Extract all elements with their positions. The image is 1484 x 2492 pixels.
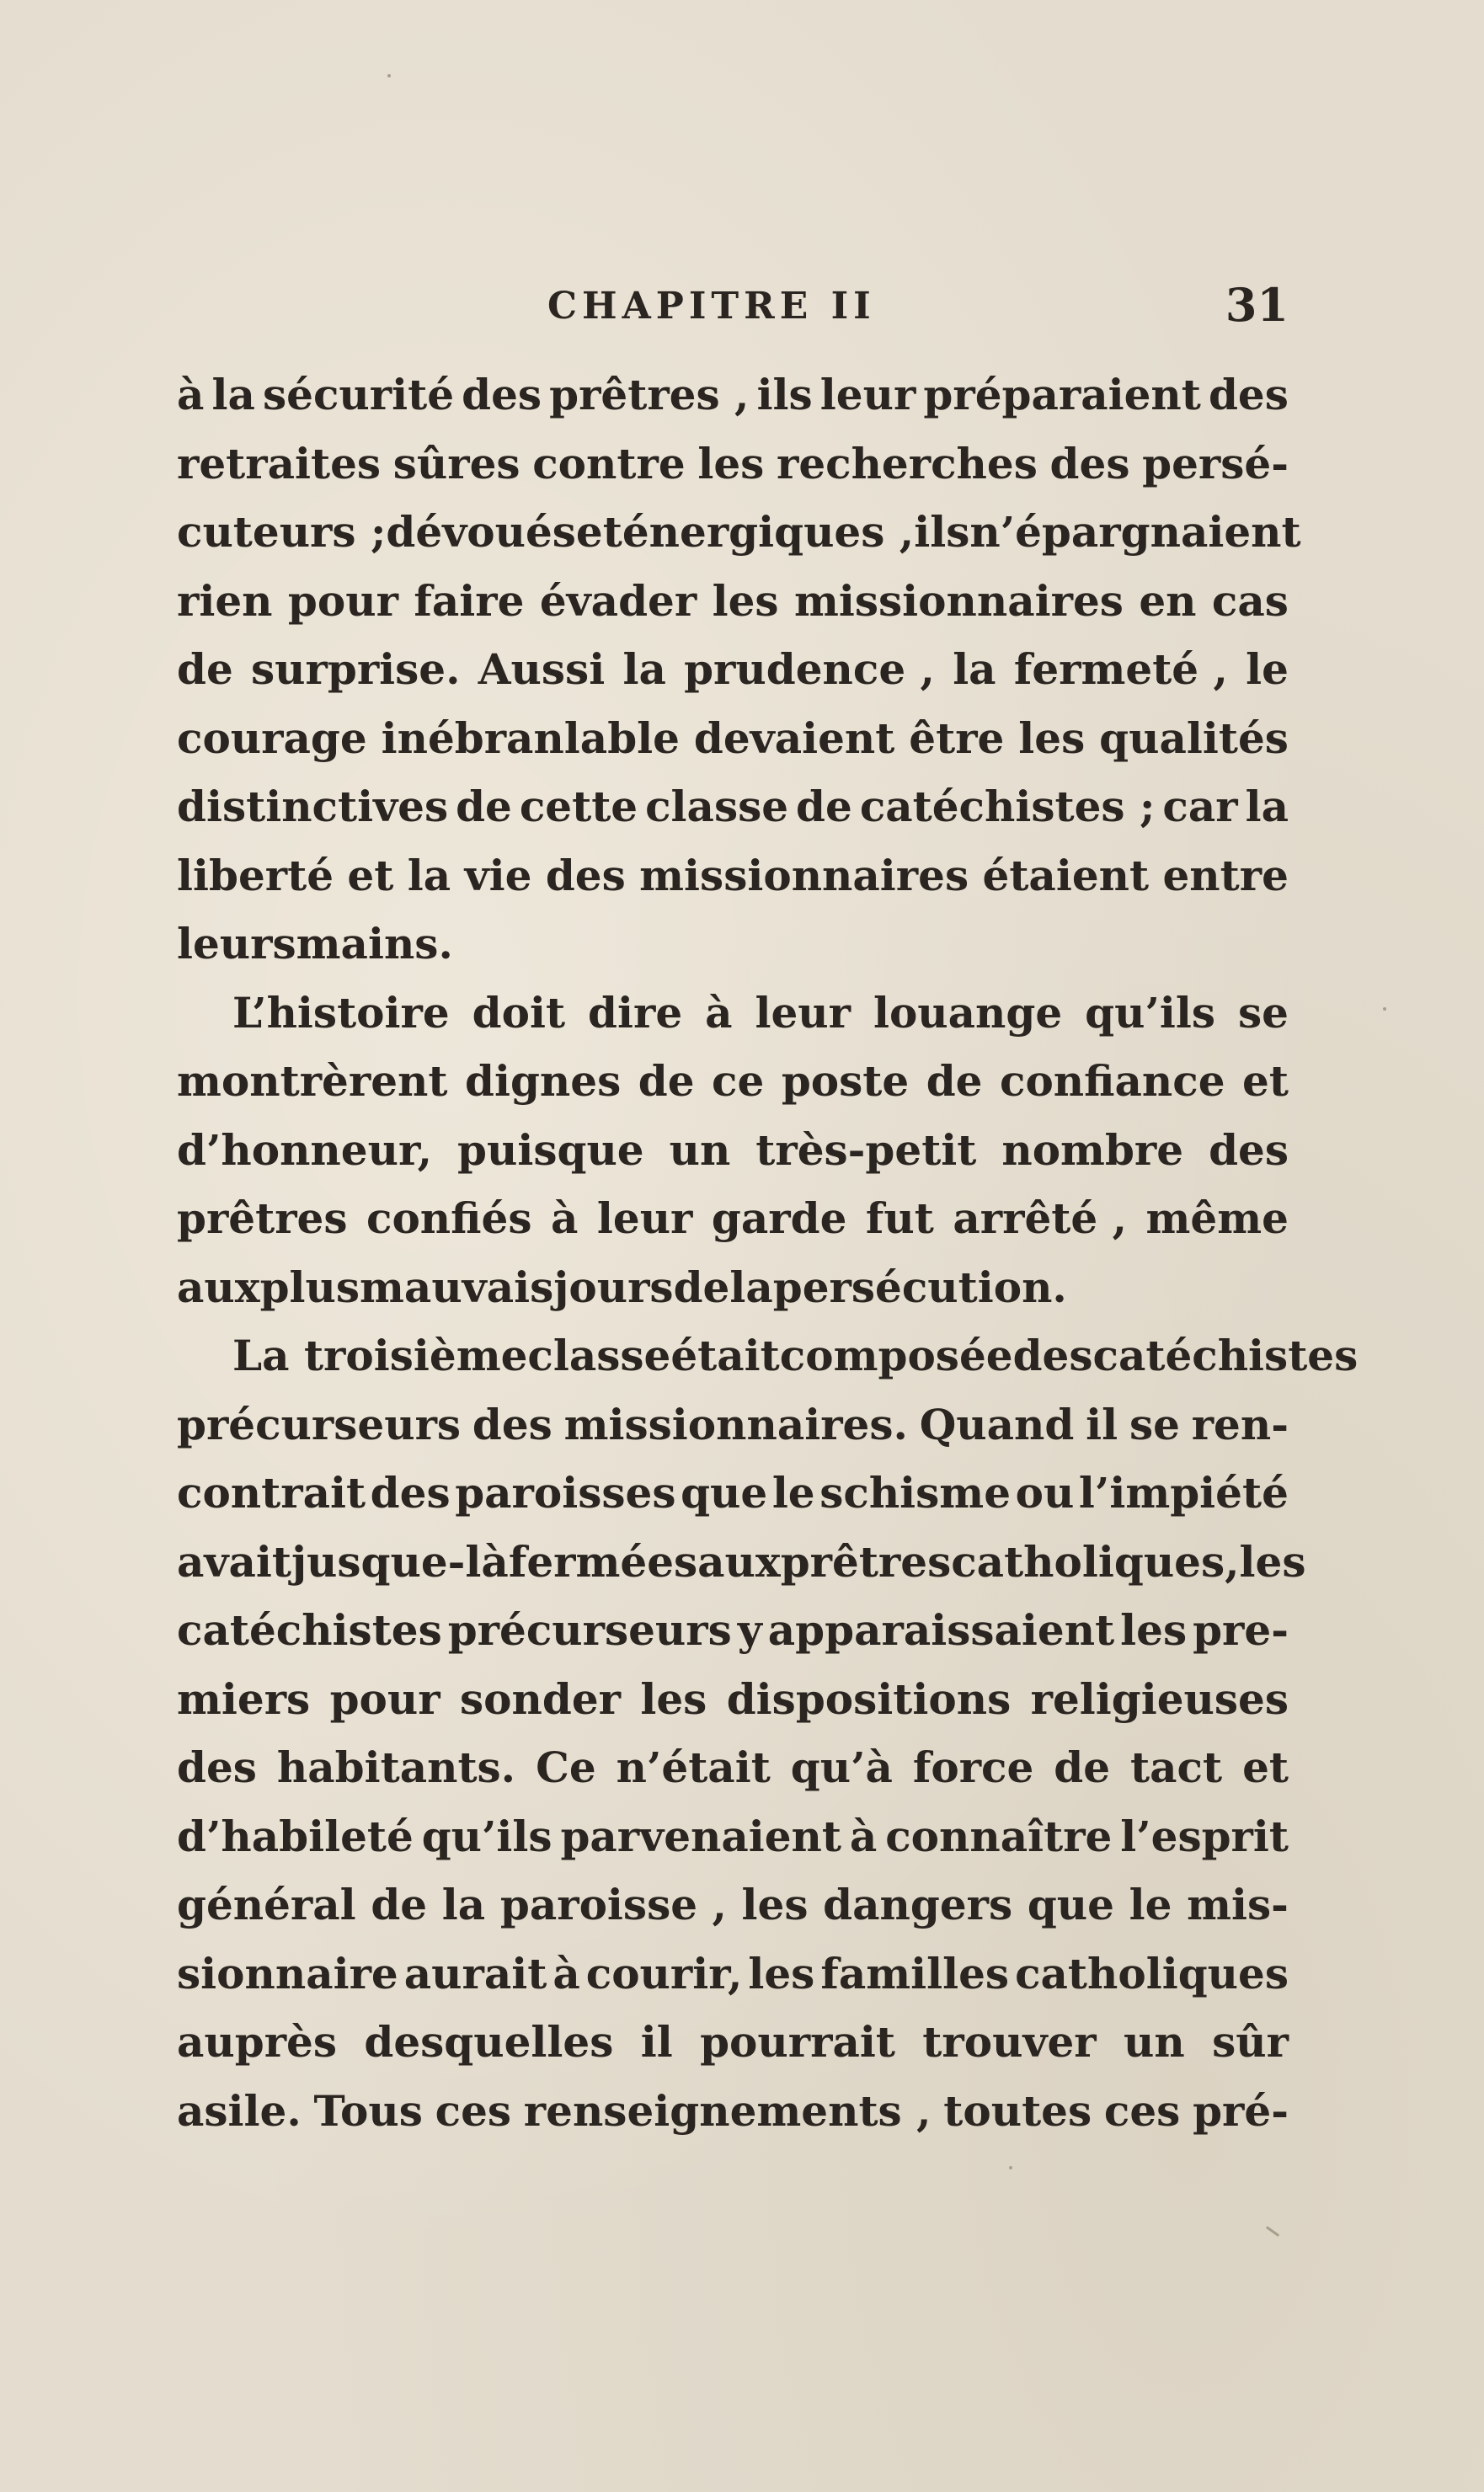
running-head bbox=[177, 278, 1289, 335]
word: les bbox=[640, 1673, 707, 1724]
word: schisme bbox=[819, 1468, 1012, 1518]
word: ce bbox=[712, 1056, 765, 1106]
word: L’histoire bbox=[232, 987, 450, 1038]
word: poste bbox=[781, 1056, 910, 1106]
word: connaître bbox=[885, 1811, 1113, 1861]
word: qualités bbox=[1099, 712, 1289, 763]
word: les bbox=[741, 1880, 809, 1929]
word: d’habileté bbox=[177, 1811, 414, 1861]
word: il bbox=[1086, 1399, 1118, 1449]
word: doit bbox=[472, 987, 566, 1038]
word: un bbox=[669, 1124, 731, 1175]
word: précurseurs bbox=[447, 1605, 732, 1655]
text-line bbox=[177, 1596, 1289, 1665]
word: le bbox=[771, 1468, 815, 1518]
word: auprès bbox=[177, 2017, 338, 2067]
word: mis- bbox=[1187, 1880, 1289, 1929]
text-line bbox=[177, 2077, 1289, 2146]
word: garde bbox=[711, 1193, 847, 1243]
text-line bbox=[177, 704, 1289, 773]
word: paroisses bbox=[455, 1468, 676, 1518]
text-line bbox=[177, 1665, 1289, 1734]
paper-speck bbox=[1383, 1007, 1386, 1011]
word: recherches bbox=[776, 438, 1038, 488]
word: de bbox=[371, 1880, 428, 1929]
word: un bbox=[1124, 2017, 1185, 2067]
word: il bbox=[640, 2017, 673, 2067]
word: que bbox=[1027, 1880, 1114, 1929]
word: n’était bbox=[616, 1742, 771, 1792]
text-line bbox=[177, 841, 1289, 910]
word: de bbox=[796, 782, 852, 831]
word: plus bbox=[259, 1262, 360, 1312]
paper-speck bbox=[387, 74, 391, 77]
word: sionnaire bbox=[177, 1948, 398, 1998]
word: des bbox=[1209, 1124, 1289, 1175]
text-line bbox=[177, 1940, 1289, 2009]
word: y bbox=[737, 1605, 762, 1655]
word: et bbox=[1242, 1742, 1289, 1792]
word: l’esprit bbox=[1120, 1811, 1289, 1861]
text-line bbox=[177, 1321, 1359, 1390]
word: mains. bbox=[296, 919, 453, 969]
text-line bbox=[177, 1390, 1289, 1459]
word: courage bbox=[177, 712, 367, 763]
word: pré- bbox=[1193, 2085, 1289, 2136]
word: sécurité bbox=[263, 370, 455, 419]
word: que bbox=[681, 1468, 768, 1518]
text-line bbox=[177, 910, 1289, 979]
word: dispositions bbox=[726, 1673, 1012, 1724]
word: et bbox=[575, 507, 622, 557]
word: fermées bbox=[508, 1536, 698, 1587]
word: était bbox=[670, 1331, 780, 1380]
word: pour bbox=[329, 1673, 440, 1724]
word: confiés bbox=[366, 1193, 532, 1243]
word: se bbox=[1237, 987, 1289, 1038]
word: préparaient bbox=[923, 370, 1201, 419]
word: de bbox=[1054, 1742, 1111, 1792]
word: dignes bbox=[464, 1056, 622, 1106]
word: dire bbox=[588, 987, 683, 1038]
word: l’impiété bbox=[1078, 1468, 1289, 1518]
word: catéchistes bbox=[177, 1605, 442, 1655]
word: qu’ils bbox=[1085, 987, 1215, 1038]
word: Aussi bbox=[478, 644, 606, 694]
word: religieuses bbox=[1030, 1673, 1289, 1724]
word: mauvais bbox=[360, 1262, 554, 1312]
text-line bbox=[177, 1870, 1289, 1940]
word: précurseurs bbox=[177, 1399, 462, 1449]
word: pre- bbox=[1193, 1605, 1289, 1655]
word: composée bbox=[779, 1331, 1013, 1380]
word: tact bbox=[1130, 1742, 1223, 1792]
word: sonder bbox=[460, 1673, 621, 1724]
word: avait bbox=[177, 1536, 291, 1587]
text-line bbox=[177, 2008, 1289, 2077]
text-line bbox=[177, 1459, 1289, 1528]
word: jours bbox=[553, 1262, 674, 1312]
word: desquelles bbox=[364, 2017, 614, 2067]
chapter-title: CHAPITRE II bbox=[547, 285, 876, 328]
word: la bbox=[1245, 782, 1289, 831]
word: catholiques, bbox=[951, 1536, 1240, 1587]
word: de bbox=[673, 1262, 730, 1312]
word: étaient bbox=[982, 850, 1150, 900]
word: Tous bbox=[313, 2085, 423, 2136]
text-line bbox=[177, 1528, 1306, 1597]
word: classe bbox=[645, 782, 789, 831]
word: les bbox=[712, 575, 779, 626]
word: catéchistes ; bbox=[859, 782, 1156, 831]
word: La troisième bbox=[232, 1331, 528, 1380]
paper-mark bbox=[1266, 2226, 1279, 2237]
word: ces bbox=[1103, 2085, 1181, 2136]
word: Quand bbox=[919, 1399, 1075, 1449]
text-line bbox=[177, 1184, 1289, 1253]
text-line bbox=[177, 1253, 1289, 1322]
word: courir, bbox=[585, 1948, 743, 1998]
word: la bbox=[407, 850, 451, 900]
word: des bbox=[370, 1468, 451, 1518]
word: la bbox=[729, 1262, 773, 1312]
word: des bbox=[462, 370, 542, 419]
word: qu’ils bbox=[421, 1811, 552, 1861]
text-line bbox=[177, 567, 1289, 636]
word: le bbox=[1246, 644, 1289, 694]
word: des bbox=[472, 1399, 552, 1449]
word: liberté bbox=[177, 850, 334, 900]
word: arrêté , bbox=[953, 1193, 1127, 1243]
word: cas bbox=[1211, 575, 1289, 626]
word: contre bbox=[532, 438, 686, 488]
word: d’honneur, bbox=[177, 1124, 433, 1175]
word: vie bbox=[464, 850, 532, 900]
word: force bbox=[912, 1742, 1034, 1792]
word: miers bbox=[177, 1673, 311, 1724]
text-line bbox=[177, 430, 1289, 499]
word: des bbox=[1208, 370, 1289, 419]
word: pour bbox=[287, 575, 398, 626]
word: des bbox=[1049, 438, 1130, 488]
word: ces bbox=[435, 2085, 512, 2136]
word: rien bbox=[177, 575, 273, 626]
word: de bbox=[638, 1056, 695, 1106]
word: la bbox=[211, 370, 255, 419]
text-line bbox=[177, 772, 1289, 841]
page-number: 31 bbox=[1225, 278, 1289, 332]
text-line bbox=[177, 498, 1301, 567]
word: distinctives bbox=[177, 782, 449, 831]
word: prêtres bbox=[177, 1193, 348, 1243]
word: même bbox=[1145, 1193, 1289, 1243]
word: apparaissaient bbox=[767, 1605, 1115, 1655]
text-line bbox=[177, 1733, 1289, 1802]
text-line bbox=[177, 979, 1289, 1048]
word: les bbox=[748, 1948, 815, 1998]
word: Ce bbox=[536, 1742, 596, 1792]
word: ou bbox=[1015, 1468, 1075, 1518]
word: car bbox=[1162, 782, 1238, 831]
word: devaient bbox=[693, 712, 895, 763]
word: confiance bbox=[1000, 1056, 1225, 1106]
word: à bbox=[849, 1811, 878, 1861]
word: à bbox=[177, 370, 205, 419]
word: les bbox=[1018, 712, 1086, 763]
word: paroisse , bbox=[499, 1880, 727, 1929]
word: en bbox=[1139, 575, 1197, 626]
word: la bbox=[953, 644, 996, 694]
word: et bbox=[1242, 1056, 1289, 1106]
word: toutes bbox=[943, 2085, 1092, 2136]
word: très-petit bbox=[755, 1124, 977, 1175]
word: ren- bbox=[1191, 1399, 1289, 1449]
word: n’épargnaient bbox=[969, 507, 1301, 557]
word: cuteurs ; bbox=[177, 507, 387, 557]
word: de bbox=[456, 782, 512, 831]
word: à bbox=[552, 1948, 580, 1998]
word: prêtres bbox=[780, 1536, 952, 1587]
word: la bbox=[622, 644, 666, 694]
word: dangers bbox=[823, 1880, 1013, 1929]
text-line bbox=[177, 360, 1289, 430]
word: surprise. bbox=[251, 644, 461, 694]
word: jusque-là bbox=[291, 1536, 509, 1587]
text-line bbox=[177, 1802, 1289, 1871]
word: louange bbox=[873, 987, 1063, 1038]
word: retraites bbox=[177, 438, 382, 488]
word: aux bbox=[177, 1262, 260, 1312]
word: renseignements , bbox=[523, 2085, 932, 2136]
word: ils bbox=[756, 370, 813, 419]
word: trouver bbox=[922, 2017, 1097, 2067]
word: dévoués bbox=[386, 507, 576, 557]
word: énergiques , bbox=[622, 507, 915, 557]
word: de bbox=[926, 1056, 983, 1106]
word: missionnaires bbox=[793, 575, 1124, 626]
word: montrèrent bbox=[177, 1056, 448, 1106]
word: leur bbox=[596, 1193, 693, 1243]
word: à bbox=[705, 987, 733, 1038]
word: la bbox=[441, 1880, 486, 1929]
word: être bbox=[909, 712, 1005, 763]
word: et bbox=[347, 850, 394, 900]
word: puisque bbox=[457, 1124, 644, 1175]
word: missionnaires. bbox=[563, 1399, 908, 1449]
word: missionnaires bbox=[639, 850, 969, 900]
word: leur bbox=[819, 370, 916, 419]
word: fut bbox=[865, 1193, 934, 1243]
word: général bbox=[177, 1880, 356, 1929]
word: prêtres , bbox=[549, 370, 750, 419]
word: fermeté , bbox=[1013, 644, 1228, 694]
word: sûres bbox=[392, 438, 520, 488]
word: les bbox=[1120, 1605, 1188, 1655]
word: familles bbox=[820, 1948, 1010, 1998]
word: faire bbox=[414, 575, 525, 626]
word: inébranlable bbox=[381, 712, 680, 763]
word: à bbox=[550, 1193, 579, 1243]
word: ils bbox=[914, 507, 970, 557]
word: persé- bbox=[1142, 438, 1289, 488]
word: catéchistes bbox=[1092, 1331, 1359, 1380]
word: les bbox=[697, 438, 765, 488]
word: leur bbox=[755, 987, 851, 1038]
word: qu’à bbox=[790, 1742, 893, 1792]
word: pourrait bbox=[700, 2017, 895, 2067]
word: le bbox=[1129, 1880, 1172, 1929]
text-line bbox=[177, 1047, 1289, 1116]
body-text bbox=[177, 360, 1359, 2145]
word: parvenaient bbox=[560, 1811, 842, 1861]
word: des bbox=[1012, 1331, 1093, 1380]
word: aux bbox=[697, 1536, 781, 1587]
word: leurs bbox=[177, 919, 296, 969]
word: sûr bbox=[1212, 2017, 1289, 2067]
word: aurait bbox=[403, 1948, 547, 1998]
text-line bbox=[177, 1116, 1289, 1185]
word: les bbox=[1239, 1536, 1306, 1587]
word: de bbox=[177, 644, 233, 694]
word: asile. bbox=[177, 2085, 302, 2136]
text-line bbox=[177, 635, 1289, 704]
word: des bbox=[177, 1742, 257, 1792]
word: entre bbox=[1162, 850, 1289, 900]
word: catholiques bbox=[1015, 1948, 1289, 1998]
word: prudence , bbox=[684, 644, 935, 694]
word: cette bbox=[519, 782, 638, 831]
word: habitants. bbox=[276, 1742, 516, 1792]
word: se bbox=[1129, 1399, 1180, 1449]
paper-speck bbox=[1009, 2166, 1012, 2169]
word: évader bbox=[539, 575, 697, 626]
word: classe bbox=[527, 1331, 671, 1380]
word: persécution. bbox=[772, 1262, 1067, 1312]
word: des bbox=[545, 850, 626, 900]
word: nombre bbox=[1001, 1124, 1184, 1175]
word: contrait bbox=[177, 1468, 366, 1518]
